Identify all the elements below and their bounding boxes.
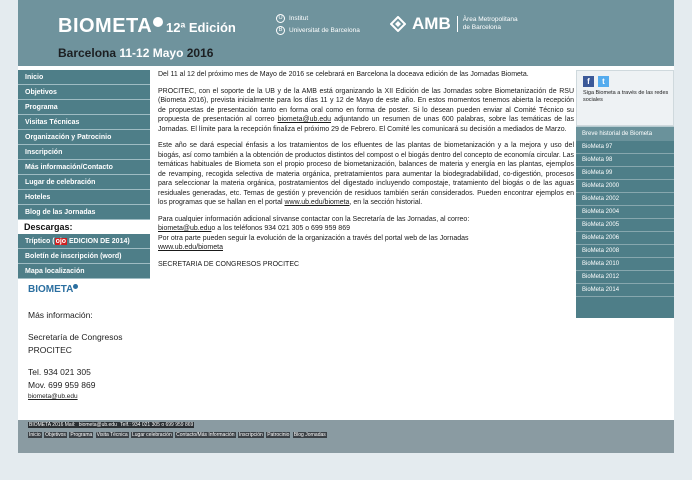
nav-item-visitas[interactable]: Visitas Técnicas bbox=[18, 115, 150, 130]
p4-text-c: Por otra parte pueden seguir la evolución de la organización a través del portal web de las Jornadas bbox=[158, 234, 469, 242]
footer-link-objetivos[interactable]: Objetivos bbox=[45, 432, 66, 438]
right-sidebar bbox=[576, 70, 674, 318]
nav-item-organizacion[interactable]: Organización y Patrocinio bbox=[18, 130, 150, 145]
nav-item-hoteles[interactable]: Hoteles bbox=[18, 190, 150, 205]
ub-seal-icon-2: B bbox=[276, 26, 285, 35]
ub-logo[interactable] bbox=[276, 14, 360, 38]
left-navigation bbox=[18, 70, 150, 279]
ub-seal-icon: U bbox=[276, 14, 285, 23]
nav-item-blog[interactable]: Blog de las Jornadas bbox=[18, 205, 150, 220]
footer-link-lugar[interactable]: Lugar celebración bbox=[132, 432, 172, 438]
history-item-2010[interactable]: BioMeta 2010 bbox=[576, 258, 674, 271]
topics-paragraph bbox=[158, 141, 574, 208]
history-item-99[interactable]: BioMeta 99 bbox=[576, 167, 674, 180]
download-boletin[interactable]: Boletín de inscripción (word) bbox=[18, 249, 150, 264]
amb-logo[interactable] bbox=[390, 14, 518, 34]
footer-links bbox=[28, 432, 328, 438]
p2-email-link[interactable]: biometa@ub.edu bbox=[277, 116, 332, 123]
p3-portal-link[interactable]: www.ub.edu/biometa bbox=[284, 199, 350, 206]
amb-sub2: de Barcelona bbox=[462, 24, 502, 31]
footer-contact-line bbox=[28, 422, 194, 428]
edition-label: 12ª Edición bbox=[166, 20, 236, 35]
dates-days: 11-12 Mayo bbox=[119, 46, 184, 60]
biometa-logo[interactable] bbox=[58, 15, 163, 38]
footer-email-link[interactable]: biometa@ub.edu bbox=[78, 422, 117, 428]
nav-item-inicio[interactable]: Inicio bbox=[18, 70, 150, 85]
history-item-2004[interactable]: BioMeta 2004 bbox=[576, 206, 674, 219]
dates-year: 2016 bbox=[183, 46, 214, 60]
contact-tel: Tel. 934 021 305 bbox=[28, 367, 91, 377]
social-caption: Siga Biometa a través de las redes sociales bbox=[583, 90, 669, 103]
history-item-2002[interactable]: BioMeta 2002 bbox=[576, 193, 674, 206]
amb-sub1: Àrea Metropolitana bbox=[462, 16, 518, 23]
p4-text-b: o a los teléfonos 934 021 305 o 699 959 869 bbox=[211, 225, 350, 232]
signature: SECRETARIA DE CONGRESOS PROCITEC bbox=[158, 260, 300, 268]
p3-text-b: , en la sección historial. bbox=[349, 199, 423, 206]
intro-paragraph: Del 11 al 12 del próximo mes de Mayo de 2016 se celebrará en Barcelona la doceava edición de las Jornadas Biometa. bbox=[158, 71, 529, 78]
footer-link-inscripcion[interactable]: Inscripción bbox=[238, 432, 263, 438]
nav-item-objetivos[interactable]: Objetivos bbox=[18, 85, 150, 100]
footer-link-inicio[interactable]: Inicio bbox=[29, 432, 41, 438]
facebook-icon[interactable]: f bbox=[583, 76, 594, 87]
footer-link-visita[interactable]: Visita Técnica bbox=[96, 432, 128, 438]
download-mapa[interactable]: Mapa localización bbox=[18, 264, 150, 279]
downloads-heading: Descargas: bbox=[18, 220, 150, 234]
event-dates bbox=[58, 46, 213, 60]
amb-subtitle bbox=[457, 16, 518, 32]
p3-text-a: Este año se dará especial énfasis a los tratamientos de los efluentes de las plantas de biometanización y a la mejora y uso del biogás, así como también a la obtención de productos distintos del compost o el biogás dentro del concepto de economía circular. Las temáticas habituales de Biometa son el propio proceso de biometanización, balances de materia y energía en las plantas, ejemplos de revamping, recogida selectiva de materia orgánica, pretratamientos para aumentar la biodegradabilidad, co-digestión, procesos para seleccionar la materia orgánica, postratamientos del digestado incluyendo compostaje, tratamiento del biogás o de las aguas residuales generadas, etc. Temas de gestión y prevención de residuos también serán considerados. Pueden encontrar ejemplos en los programas que se hallan en el portal bbox=[158, 142, 574, 206]
history-item-97[interactable]: BioMeta 97 bbox=[576, 141, 674, 154]
header-banner bbox=[18, 0, 674, 66]
logo-dot-icon bbox=[153, 17, 163, 27]
org-line1: Secretaría de Congresos bbox=[28, 332, 123, 342]
twitter-icon[interactable]: t bbox=[598, 76, 609, 87]
footer-mail-label: BIOMETA 2016 Mail: bbox=[29, 422, 77, 428]
more-info-label: Más información: bbox=[28, 310, 93, 320]
p2-text-a: PROCITEC, con el soporte de la UB y de la AMB está organizando la XII Edición de las Jornadas sobre Biometanización de RSU (Biometa 2016), prevista inicialmente para los días 11 y 12 de Mayo de este año. En estos momentos tenemos abierta la recepción de propuestas de presentación tanto en forma oral como en forma de poster. Si lo desean pueden enviar al Comité Técnico su propuesta de presentación al correo bbox=[158, 87, 574, 123]
history-item-2012[interactable]: BioMeta 2012 bbox=[576, 271, 674, 284]
history-item-2014[interactable]: BioMeta 2014 bbox=[576, 284, 674, 297]
social-box bbox=[576, 70, 674, 126]
history-item-98[interactable]: BioMeta 98 bbox=[576, 154, 674, 167]
p4-portal-link[interactable]: www.ub.edu/biometa bbox=[158, 244, 223, 251]
contact-mov: Mov. 699 959 869 bbox=[28, 380, 96, 390]
logo-text: BIOMETA bbox=[58, 15, 153, 37]
procitec-paragraph bbox=[158, 87, 574, 135]
triptico-label-red: ojo bbox=[55, 238, 67, 245]
mini-logo-dot-icon bbox=[73, 284, 78, 289]
footer-link-patrocinio[interactable]: Patrocinio bbox=[267, 432, 290, 438]
download-triptico[interactable] bbox=[18, 234, 150, 249]
ub-line1: Institut bbox=[289, 15, 309, 22]
footer-link-programa[interactable]: Programa bbox=[70, 432, 93, 438]
contact-email-link[interactable]: biometa@ub.edu bbox=[28, 393, 78, 400]
nav-item-lugar[interactable]: Lugar de celebración bbox=[18, 175, 150, 190]
p4-text-a: Para cualquier información adicional sírvanse contactar con la Secretaría de las Jornadas, al correo: bbox=[158, 215, 470, 223]
history-title: Breve historial de Biometa bbox=[576, 127, 674, 141]
p4-email-link[interactable]: biometa@ub.edu bbox=[158, 225, 212, 232]
history-item-2005[interactable]: BioMeta 2005 bbox=[576, 219, 674, 232]
history-item-2006[interactable]: BioMeta 2006 bbox=[576, 232, 674, 245]
page-wrapper bbox=[18, 0, 674, 453]
triptico-label-post: EDICION DE 2014) bbox=[67, 238, 130, 245]
org-line2: PROCITEC bbox=[28, 345, 72, 355]
amb-text: AMB bbox=[412, 14, 451, 33]
contact-paragraph bbox=[158, 215, 574, 253]
footer-link-blog[interactable]: Blog Jornadas bbox=[293, 432, 326, 438]
triptico-label-pre: Tríptico ( bbox=[25, 238, 55, 245]
history-item-2000[interactable]: BioMeta 2000 bbox=[576, 180, 674, 193]
footer bbox=[18, 420, 674, 453]
main-content bbox=[158, 70, 574, 276]
history-item-2008[interactable]: BioMeta 2008 bbox=[576, 245, 674, 258]
amb-diamond-icon bbox=[390, 16, 406, 32]
mini-biometa-logo bbox=[28, 284, 78, 295]
p2-text-b: adjuntando un resumen de unas 600 palabras, sobre las temáticas de las Jornadas. El límite para la recepción finaliza el próximo 29 de Febrero. El Comité les comunicará su decisión a mediados de Marzo. bbox=[158, 116, 574, 133]
mini-logo-text: BIOMETA bbox=[28, 284, 74, 295]
nav-item-contacto[interactable]: Más información/Contacto bbox=[18, 160, 150, 175]
footer-phone: Telf.: 934 021 305 o 699 959 869 bbox=[118, 422, 194, 428]
ub-line2: Universitat de Barcelona bbox=[289, 27, 360, 34]
nav-item-programa[interactable]: Programa bbox=[18, 100, 150, 115]
dates-city: Barcelona bbox=[58, 46, 120, 60]
footer-link-contacto[interactable]: Contacto/Más Información bbox=[176, 432, 235, 438]
nav-item-inscripcion[interactable]: Inscripción bbox=[18, 145, 150, 160]
